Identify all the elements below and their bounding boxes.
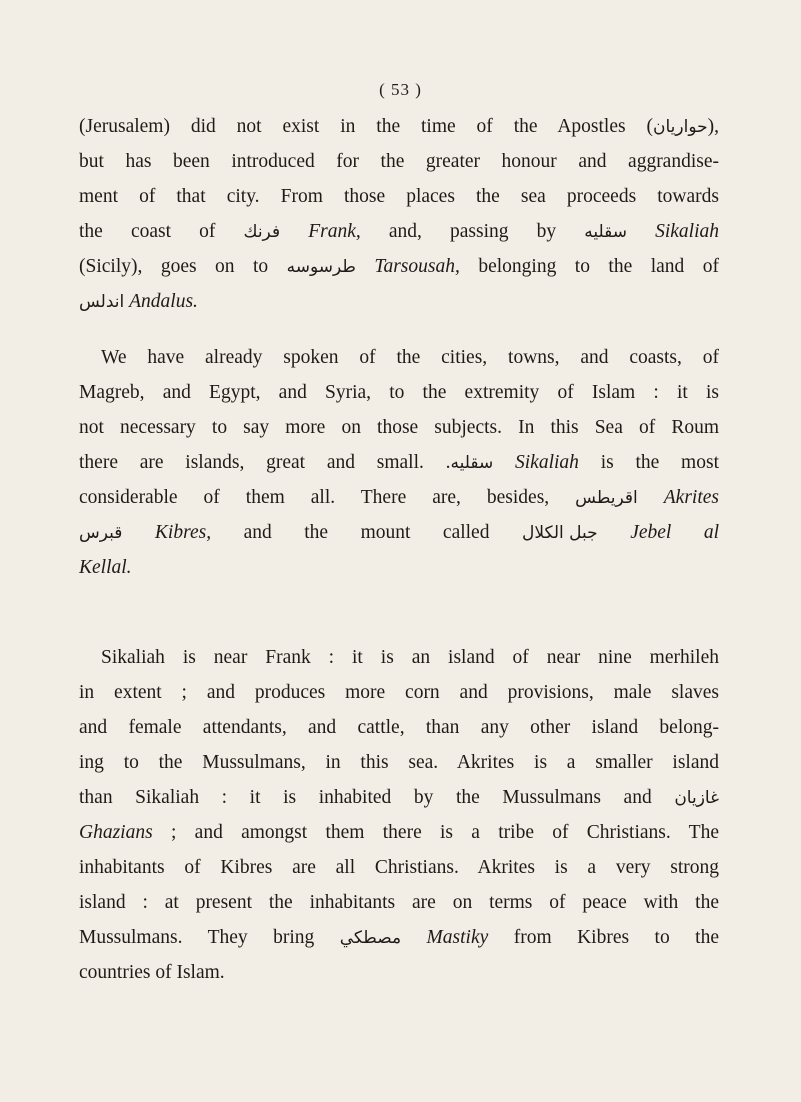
text-line: Sikaliah is near Frank : it is an island of near nine merhileh: [101, 647, 719, 668]
transliteration: Kibres,: [154, 522, 212, 543]
text-line: but has been introduced for the greater honour and aggrandise-: [79, 151, 719, 172]
arabic-word: قبرس: [79, 523, 123, 543]
arabic-word: مصطكي: [339, 928, 402, 948]
paragraph-3: [79, 640, 719, 990]
text-line: Magreb, and Egypt, and Syria, to the extremity of Islam : it is: [79, 382, 719, 403]
text-line: [79, 550, 719, 585]
text-line: Ghazians ; and amongst them there is a tribe of Christians. The: [79, 822, 719, 843]
text-line: We have already spoken of the cities, towns, and coasts, of: [101, 347, 719, 368]
arabic-word: جبل الكلال: [521, 523, 598, 543]
page-number: ( 53 ): [379, 80, 422, 99]
transliteration: Andalus.: [129, 291, 198, 312]
text-line: countries of Islam.: [79, 962, 225, 983]
transliteration: Tarsousah,: [374, 256, 460, 277]
transliteration: Sikaliah: [655, 221, 720, 242]
text-line: inhabitants of Kibres are all Christians. Akrites is a very strong: [79, 857, 719, 878]
text-line: (Sicily), goes on to طرسوسه Tarsousah, belonging to the land of: [79, 249, 719, 284]
text-line: ment of that city. From those places the sea proceeds towards: [79, 186, 719, 207]
text-line: island : at present the inhabitants are on terms of peace with the: [79, 892, 719, 913]
arabic-word: فرنك: [243, 222, 281, 242]
arabic-word: اندلس: [79, 292, 125, 312]
text-line: Mussulmans. They bring مصطكي Mastiky from Kibres to the: [79, 920, 719, 955]
text-line: قبرس Kibres, and the mount called جبل الكلال Jebel al: [79, 515, 719, 550]
text-line: there are islands, great and small. .سقليه Sikaliah is the most: [79, 445, 719, 480]
transliteration: Mastiky: [426, 927, 489, 948]
paragraph-2: [79, 340, 719, 585]
text-line: not necessary to say more on those subjects. In this Sea of Roum: [79, 417, 719, 438]
arabic-word: حواريان: [653, 117, 708, 137]
arabic-word: طرسوسه: [286, 257, 356, 277]
arabic-word: غازيان: [674, 788, 719, 808]
text-line: (Jerusalem) did not exist in the time of the Apostles (حواريان),: [79, 109, 719, 144]
arabic-word: سقليه: [450, 453, 494, 473]
transliteration: Sikaliah: [515, 452, 579, 473]
text-line: than Sikaliah : it is inhabited by the Mussulmans and غازيان: [79, 780, 719, 815]
text-line: in extent ; and produces more corn and provisions, male slaves: [79, 682, 719, 703]
text-line: [79, 284, 719, 319]
arabic-word: سقليه: [584, 222, 627, 242]
paragraph-1: [79, 109, 719, 319]
text-line: and female attendants, and cattle, than any other island belong-: [79, 717, 719, 738]
transliteration: Jebel al: [630, 522, 720, 543]
transliteration: Kellal.: [79, 557, 132, 578]
text-line: ing to the Mussulmans, in this sea. Akrites is a smaller island: [79, 752, 719, 773]
transliteration: Frank,: [308, 221, 361, 242]
transliteration: Ghazians: [79, 822, 153, 843]
text-line: considerable of them all. There are, besides, اقريطس Akrites: [79, 480, 719, 515]
transliteration: Akrites: [663, 487, 719, 508]
arabic-word: اقريطس: [575, 488, 638, 508]
text-line: the coast of فرنك Frank, and, passing by سقليه Sikaliah: [79, 214, 719, 249]
